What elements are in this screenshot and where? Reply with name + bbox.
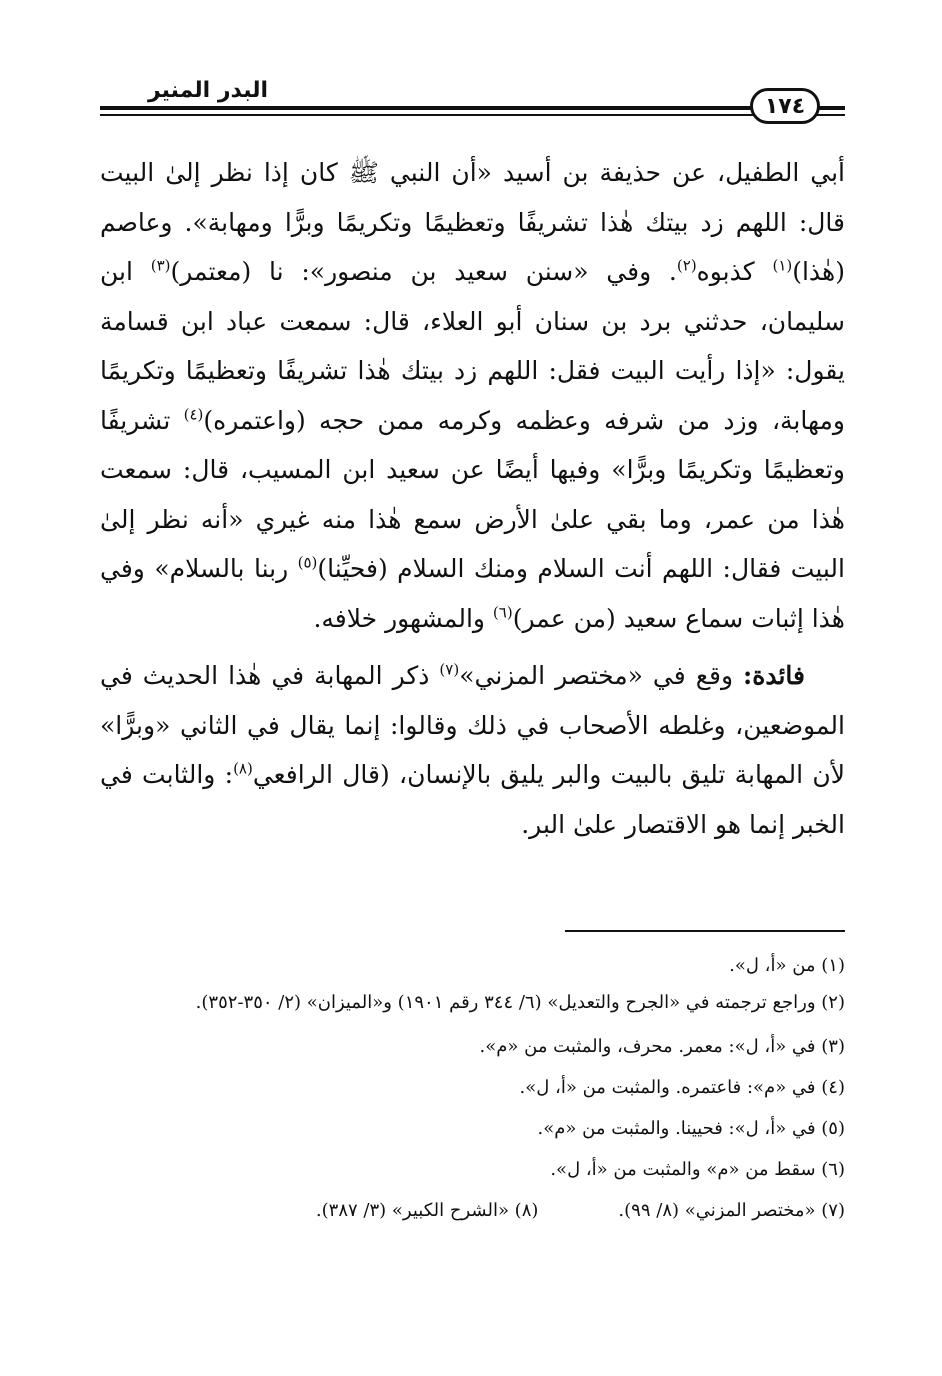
body-paragraph-1 xyxy=(100,148,845,643)
footnote-ref-2: (٢) xyxy=(676,256,697,275)
footnote-4: (٤) في «م»: فاعتمره. والمثبت من «أ، ل». xyxy=(519,1077,845,1098)
page-number: ١٧٤ xyxy=(750,88,820,124)
footnote-3: (٣) في «أ، ل»: معمر. محرف، والمثبت من «م». xyxy=(479,1036,845,1057)
footnote-6: (٦) سقط من «م» والمثبت من «أ، ل». xyxy=(550,1159,845,1180)
p1-text-1: أبي الطفيل، عن حذيفة بن أسيد «أن النبي ﷺ كان إذا نظر إلىٰ البيت قال: اللهم زد بيتك هٰذا تشريفًا وتعظيمًا وتكريمًا وبرًّا ومهابة». وعاصم (هٰذا) xyxy=(100,158,845,286)
footnote-ref-1: (١) xyxy=(772,256,793,275)
footnotes xyxy=(100,945,845,1231)
footnote-ref-4: (٤) xyxy=(183,405,204,424)
p1-text-7: والمشهور خلافه. xyxy=(313,603,493,633)
footnote-5: (٥) في «أ، ل»: فحيينا. والمثبت من «م». xyxy=(537,1118,845,1139)
footnote-ref-5: (٥) xyxy=(297,553,318,572)
body-paragraph-2 xyxy=(100,651,845,849)
footnote-2: (٢) وراجع ترجمته في «الجرح والتعديل» (٦/ ٣٤٤ رقم ١٩٠١) و«الميزان» (٢/ ٣٥٠-٣٥٢). xyxy=(195,992,845,1013)
p1-text-4: ابن سليمان، حدثني برد بن سنان أبو العلاء، قال: سمعت عباد ابن قسامة يقول: «إذا رأيت البيت فقل: اللهم زد بيتك هٰذا تشريفًا وتعظيمًا وتكريمًا ومهابة، وزد من شرفه وعظمه وكرمه ممن حجه (واعتمره) xyxy=(100,257,845,435)
p1-text-6: ربنا بالسلام» وفي هٰذا إثبات سماع سعيد (من عمر) xyxy=(100,554,845,633)
footnote-1: (١) من «أ، ل». xyxy=(729,955,845,976)
footnote-row-7-8 xyxy=(100,1190,845,1231)
page-header xyxy=(100,80,845,130)
running-title: البدر المنير xyxy=(140,78,276,103)
p2-text-1: وقع في «مختصر المزني» xyxy=(459,661,744,690)
p2-text-2: ذكر المهابة في هٰذا الحديث في الموضعين، وغلطه الأصحاب في ذلك وقالوا: إنما يقال في الثاني «وبرًّا» لأن المهابة تليق بالبيت والبر يليق بالإنسان، (قال الرافعي xyxy=(100,661,845,789)
p2-text-3: : والثابت في الخبر إنما هو الاقتصار علىٰ البر. xyxy=(100,760,845,839)
p1-text-5: تشريفًا وتعظيمًا وتكريمًا وبرًّا» وفيها أيضًا عن سعيد ابن المسيب، قال: سمعت هٰذا من عمر، وما بقي علىٰ الأرض سمع هٰذا منه غيري «أنه نظر إلىٰ البيت فقال: اللهم أنت السلام ومنك السلام (فحيِّنا) xyxy=(100,405,845,583)
footnote-8: (٨) «الشرح الكبير» (٣/ ٣٨٧). xyxy=(315,1200,539,1221)
footnote-ref-7: (٧) xyxy=(439,660,460,679)
main-text xyxy=(100,148,845,849)
footnote-7: (٧) «مختصر المزني» (٨/ ٩٩). xyxy=(618,1200,845,1221)
header-rule-thin xyxy=(100,114,845,116)
footnote-ref-3: (٣) xyxy=(150,256,171,275)
benefit-label: فائدة: xyxy=(743,661,805,690)
p1-text-2: كذبوه xyxy=(696,257,773,286)
footnote-divider xyxy=(565,930,845,932)
p1-text-3: . وفي «سنن سعيد بن منصور»: نا (معتمر) xyxy=(170,257,677,286)
header-rule-thick xyxy=(100,106,845,110)
footnote-ref-6: (٦) xyxy=(492,603,513,622)
footnote-ref-8: (٨) xyxy=(233,759,253,778)
